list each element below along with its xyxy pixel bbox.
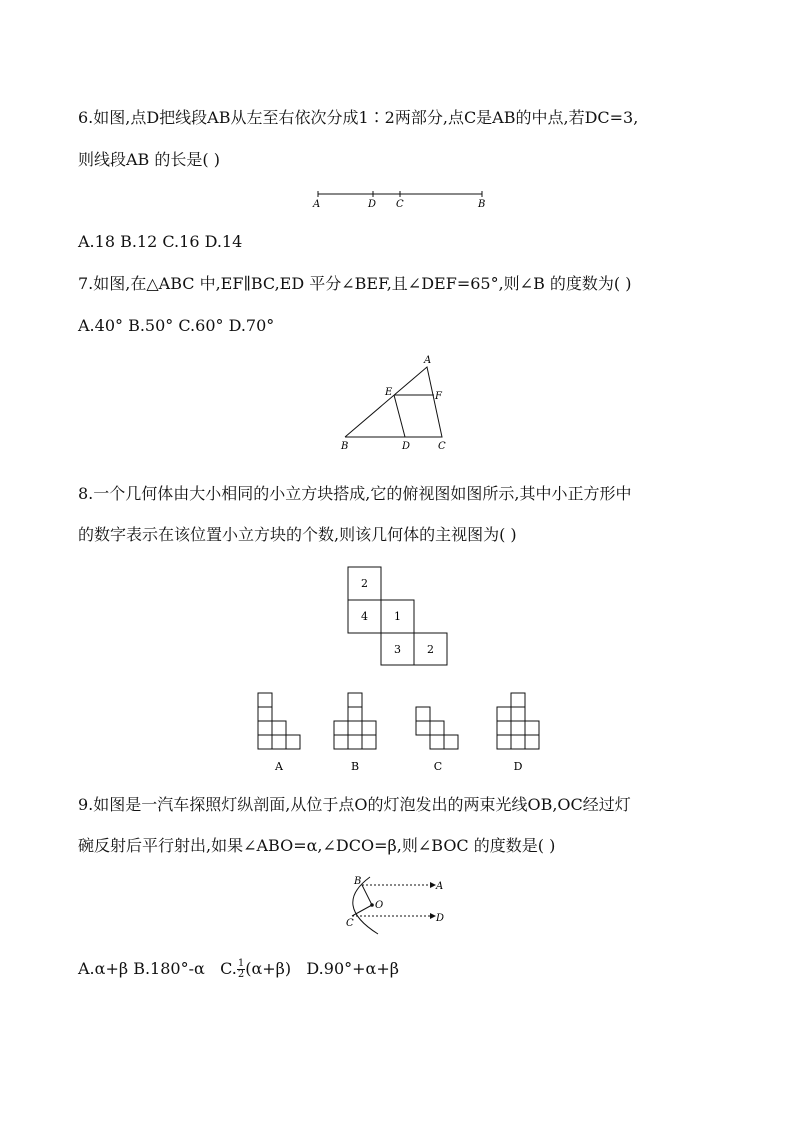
fraction-numerator: 1 [237, 958, 245, 969]
cell-number: 2 [427, 643, 434, 656]
q8-stem-line2: 的数字表示在该位置小立方块的个数,则该几何体的主视图为( ) [78, 525, 517, 544]
choice-b-figure [334, 693, 376, 749]
q7-stem: 7.如图,在△ABC 中,EF∥BC,ED 平分∠BEF,且∠DEF=65°,则∠B 的度数为( ) [78, 274, 632, 293]
label-d: D [368, 199, 377, 210]
q9-stem-line2: 碗反射后平行射出,如果∠ABO=α,∠DCO=β,则∠BOC 的度数是( ) [78, 836, 556, 855]
cell-number: 3 [394, 643, 401, 656]
q6-segment-figure [300, 184, 500, 210]
label-b: B [478, 199, 486, 210]
choice-label-d: D [513, 760, 523, 773]
q9-headlight-figure [340, 872, 460, 940]
fraction-denominator: 2 [237, 969, 245, 980]
q7-triangle-figure [335, 352, 460, 454]
label-c: C [346, 918, 354, 929]
q6-stem-line2: 则线段AB 的长是( ) [78, 150, 220, 169]
label-o: O [375, 900, 384, 911]
label-b: B [341, 441, 349, 452]
segment-ed [394, 395, 405, 437]
q8-stem-line1: 8.一个几何体由大小相同的小立方块搭成,它的俯视图如图所示,其中小正方形中 [78, 484, 632, 503]
q7-options: A.40° B.50° C.60° D.70° [78, 316, 275, 335]
q9-option-c-prefix: C. [220, 959, 237, 978]
q6-options: A.18 B.12 C.16 D.14 [78, 232, 243, 251]
label-e: E [385, 387, 393, 398]
q9-option-b: B.180°-α [133, 959, 205, 978]
choice-c-figure [416, 707, 458, 749]
q9-option-a: A.α+β [78, 959, 129, 978]
q9-options [78, 958, 399, 980]
label-d: D [402, 441, 411, 452]
q8-front-view-choices [250, 688, 550, 776]
choice-a-figure [258, 693, 300, 749]
choice-label-c: C [433, 760, 443, 773]
triangle-abc [345, 367, 442, 437]
label-a: A [436, 881, 444, 892]
point-o [370, 903, 374, 907]
q6-stem-line1: 6.如图,点D把线段AB从左至右依次分成1∶2两部分,点C是AB的中点,若DC=3, [78, 108, 639, 127]
cell-number: 1 [394, 610, 401, 623]
label-b: B [354, 876, 362, 887]
label-c: C [396, 199, 404, 210]
q9-option-c-fraction [237, 959, 245, 980]
label-d: D [436, 913, 445, 924]
segment-co [352, 905, 372, 916]
q9-option-c-suffix: (α+β) [245, 959, 292, 978]
q8-top-view-grid [345, 564, 451, 668]
label-a: A [313, 199, 321, 210]
segment-bo [362, 885, 372, 905]
choice-d-figure [497, 693, 539, 749]
choice-label-a: A [275, 760, 283, 773]
label-c: C [438, 441, 446, 452]
q9-stem-line1: 9.如图是一汽车探照灯纵剖面,从位于点O的灯泡发出的两束光线OB,OC经过灯 [78, 795, 631, 814]
choice-label-b: B [350, 760, 360, 773]
label-f: F [435, 391, 442, 402]
label-a: A [424, 355, 432, 366]
q9-option-d: D.90°+α+β [306, 959, 399, 978]
cell-number: 2 [361, 577, 368, 590]
cell-number: 4 [361, 610, 368, 623]
